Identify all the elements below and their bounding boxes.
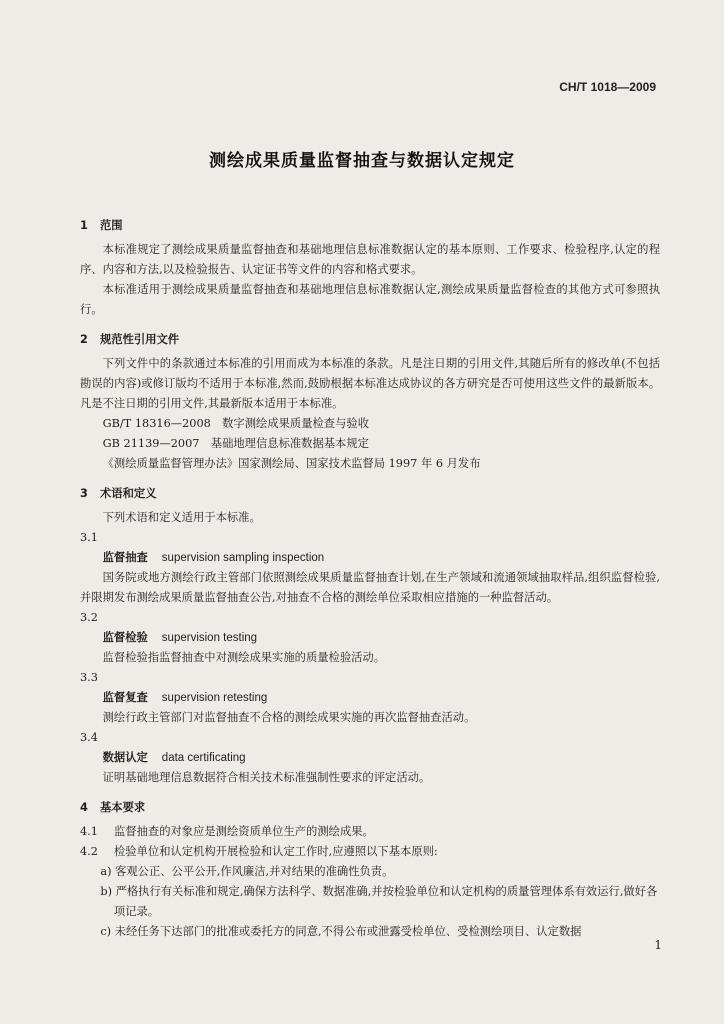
section-3-heading: 3 术语和定义 (80, 487, 157, 500)
document-body (80, 216, 660, 942)
section-2-heading: 2 规范性引用文件 (80, 333, 180, 346)
section-4-heading: 4 基本要求 (80, 801, 146, 814)
clause-4-1: 4.1 监督抽查的对象应是测绘资质单位生产的测绘成果。 (80, 825, 374, 838)
term-definition: 国务院或地方测绘行政主管部门依照测绘成果质量监督抽查计划,在生产领域和流通领域抽取样品,组织监督检验,并限期发布测绘成果质量监督抽查公告,对抽查不合格的测绘单位采取相应措施的一种监督活动。 (80, 571, 660, 604)
term-number: 3.4 (80, 731, 98, 744)
reference-item: 《测绘质量监督管理办法》国家测绘局、国家技术监督局 1997 年 6 月发布 (102, 457, 481, 470)
section-1-heading: 1 范围 (80, 219, 123, 232)
s2-para-1: 下列文件中的条款通过本标准的引用而成为本标准的条款。凡是注日期的引用文件,其随后所有的修改单(不包括勘误的内容)或修订版均不适用于本标准,然而,鼓励根据本标准达成协议的各方研究是否可使用这些文件的最新版本。凡是不注日期的引用文件,其最新版本适用于本标准。 (80, 357, 660, 410)
s1-para-1: 本标准规定了测绘成果质量监督抽查和基础地理信息标准数据认定的基本原则、工作要求、检验程序,认定的程序、内容和方法,以及检验报告、认定证书等文件的内容和格式要求。 (80, 243, 660, 276)
term-heading: 监督检验 supervision testing (102, 631, 258, 644)
term-heading: 数据认定 data certificating (102, 751, 246, 764)
term-definition: 证明基础地理信息数据符合相关技术标准强制性要求的评定活动。 (102, 771, 431, 784)
list-item: a) 客观公正、公平公开,作风廉洁,并对结果的准确性负责。 (100, 865, 394, 878)
list-item: b) 严格执行有关标准和规定,确保方法科学、数据准确,并按检验单位和认定机构的质量管理体系有效运行,做好各项记录。 (100, 885, 658, 918)
term-heading: 监督复查 supervision retesting (102, 691, 268, 704)
term-number: 3.2 (80, 611, 98, 624)
term-definition: 测绘行政主管部门对监督抽查不合格的测绘成果实施的再次监督抽查活动。 (102, 711, 476, 724)
term-number: 3.3 (80, 671, 98, 684)
reference-item: GB 21139—2007 基础地理信息标准数据基本规定 (102, 437, 369, 450)
reference-item: GB/T 18316—2008 数字测绘成果质量检查与验收 (102, 417, 369, 430)
clause-4-2: 4.2 检验单位和认定机构开展检验和认定工作时,应遵照以下基本原则: (80, 845, 438, 858)
page-number: 1 (654, 938, 662, 952)
term-number: 3.1 (80, 531, 98, 544)
term-definition: 监督检验指监督抽查中对测绘成果实施的质量检验活动。 (102, 651, 386, 664)
document-title: 测绘成果质量监督抽查与数据认定规定 (209, 151, 515, 171)
list-item: c) 未经任务下达部门的批准或委托方的同意,不得公布或泄露受检单位、受检测绘项目、认定数据 (100, 925, 582, 938)
s1-para-2: 本标准适用于测绘成果质量监督抽查和基础地理信息标准数据认定,测绘成果质量监督检查的其他方式可参照执行。 (80, 283, 660, 316)
standard-code: CH/T 1018—2009 (559, 80, 656, 94)
s3-intro: 下列术语和定义适用于本标准。 (102, 511, 261, 524)
term-heading: 监督抽查 supervision sampling inspection (102, 551, 325, 564)
